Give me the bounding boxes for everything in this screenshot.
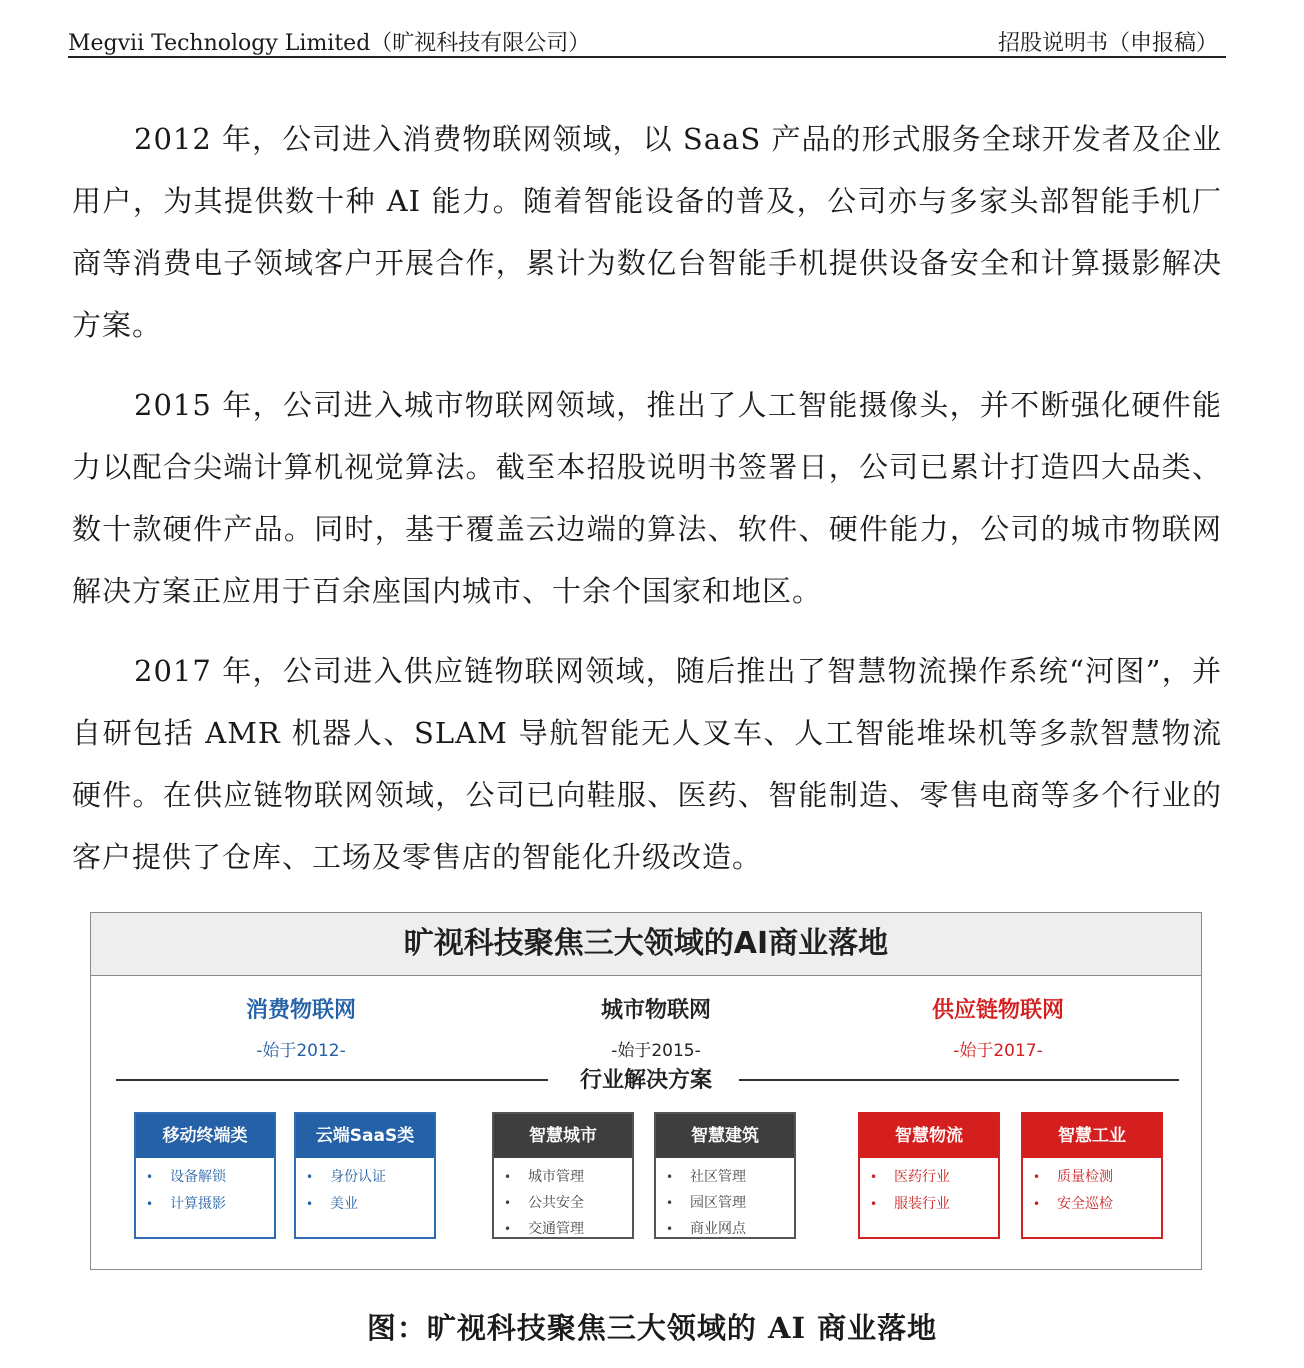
card-smart-city <box>492 1112 634 1239</box>
card-title: 云端SaaS类 <box>296 1114 434 1158</box>
card-smart-industry <box>1021 1112 1163 1239</box>
card-item: • 交通管理 <box>494 1216 632 1242</box>
industry-solutions-label: 行业解决方案 <box>579 1068 712 1093</box>
body-text <box>72 108 1222 906</box>
card-item: • 城市管理 <box>494 1164 632 1190</box>
card-title: 智慧城市 <box>494 1114 632 1158</box>
business-figure <box>90 912 1202 1270</box>
domain-name: 消费物联网 <box>245 998 356 1023</box>
divider-right <box>739 1079 1179 1081</box>
domain-consumer-iot <box>136 993 466 1061</box>
card-item: • 身份认证 <box>296 1164 434 1191</box>
card-item: • 设备解锁 <box>136 1164 274 1191</box>
card-title: 智慧工业 <box>1023 1114 1161 1158</box>
domain-supply-chain-iot <box>833 993 1163 1061</box>
card-title: 移动终端类 <box>136 1114 274 1158</box>
card-mobile-terminal <box>134 1112 276 1239</box>
card-title: 智慧物流 <box>860 1114 998 1158</box>
card-item: • 质量检测 <box>1023 1164 1161 1191</box>
domain-name: 供应链物联网 <box>931 998 1064 1023</box>
domain-since: -始于2015- <box>611 1041 701 1061</box>
card-item: • 美业 <box>296 1191 434 1218</box>
card-item: • 服装行业 <box>860 1191 998 1218</box>
paragraph-2012: 2012 年，公司进入消费物联网领域，以 SaaS 产品的形式服务全球开发者及企业用户，为其提供数十种 AI 能力。随着智能设备的普及，公司亦与多家头部智能手机厂商等消费电子领域客户开展合作，累计为数亿台智能手机提供设备安全和计算摄影解决方案。 <box>72 122 1222 342</box>
figure-title: 旷视科技聚焦三大领域的AI商业落地 <box>91 913 1201 976</box>
paragraph-2015: 2015 年，公司进入城市物联网领域，推出了人工智能摄像头，并不断强化硬件能力以配合尖端计算机视觉算法。截至本招股说明书签署日，公司已累计打造四大品类、数十款硬件产品。同时，基于覆盖云边端的算法、软件、硬件能力，公司的城市物联网解决方案正应用于百余座国内城市、十余个国家和地区。 <box>72 388 1222 608</box>
header-doc-type: 招股说明书（申报稿） <box>997 31 1218 56</box>
card-item: • 计算摄影 <box>136 1191 274 1218</box>
card-item: • 社区管理 <box>656 1164 794 1190</box>
paragraph-2017: 2017 年，公司进入供应链物联网领域，随后推出了智慧物流操作系统“河图”，并自研包括 AMR 机器人、SLAM 导航智能无人叉车、人工智能堆垛机等多款智慧物流硬件。在供应链物联网领域，公司已向鞋服、医药、智能制造、零售电商等多个行业的客户提供了仓库、工场及零售店的智能化升级改造。 <box>72 654 1222 874</box>
divider-left <box>116 1079 548 1081</box>
card-cloud-saas <box>294 1112 436 1239</box>
card-item: • 商业网点 <box>656 1216 794 1242</box>
card-item: • 公共安全 <box>494 1190 632 1216</box>
card-item: • 园区管理 <box>656 1190 794 1216</box>
card-smart-building <box>654 1112 796 1239</box>
card-item: • 医药行业 <box>860 1164 998 1191</box>
header-company: Megvii Technology Limited（旷视科技有限公司） <box>68 31 591 56</box>
card-title: 智慧建筑 <box>656 1114 794 1158</box>
domain-name: 城市物联网 <box>600 998 711 1023</box>
domain-since: -始于2012- <box>256 1041 346 1061</box>
figure-caption: 图：旷视科技聚焦三大领域的 AI 商业落地 <box>366 1311 938 1345</box>
domain-city-iot <box>491 993 821 1061</box>
domain-since: -始于2017- <box>953 1041 1043 1061</box>
card-item: • 安全巡检 <box>1023 1191 1161 1218</box>
page-header <box>68 20 1226 58</box>
card-smart-logistics <box>858 1112 1000 1239</box>
